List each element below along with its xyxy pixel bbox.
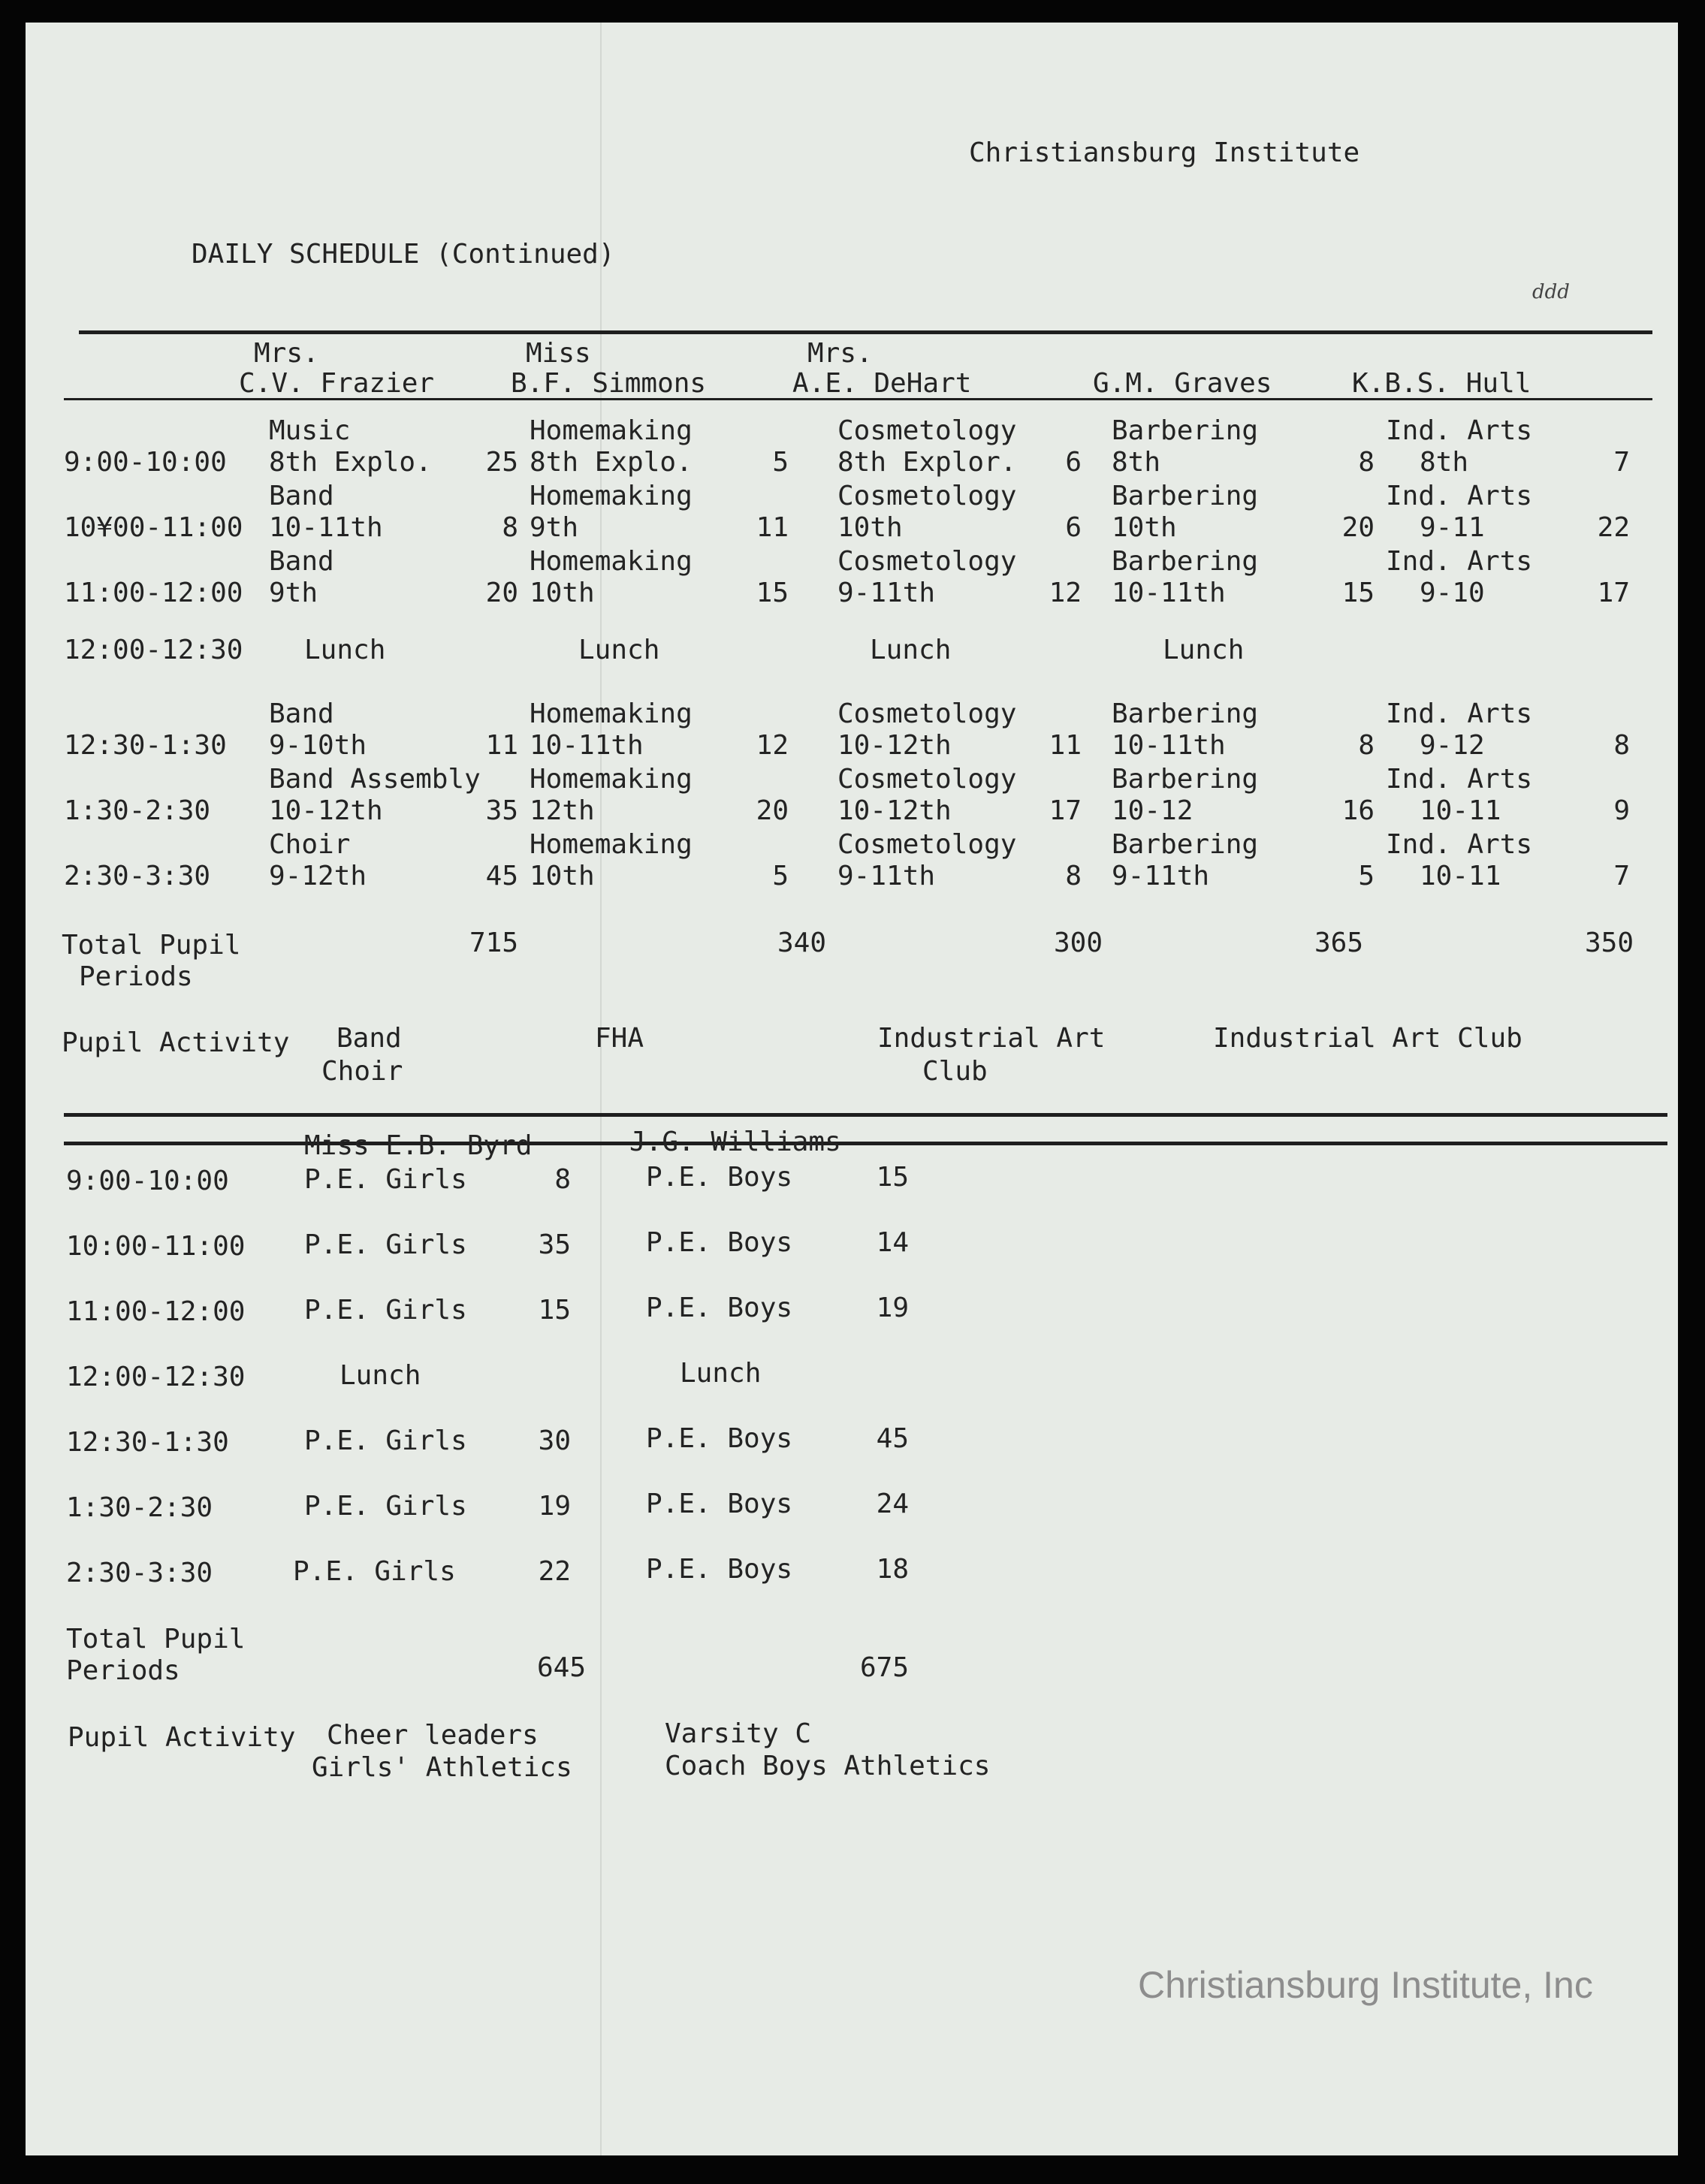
class-grade: 9th: [269, 578, 318, 608]
pupil-count: 19: [538, 1491, 571, 1522]
pupil-count: 45: [876, 1423, 909, 1454]
pupil-count: 35: [538, 1229, 571, 1260]
time-slot: 9:00-10:00: [64, 447, 227, 478]
pupil-count: 45: [485, 861, 518, 891]
class-subject: Cosmetology: [837, 415, 1017, 446]
class-grade: 12th: [530, 795, 595, 826]
paper-fold-crease: [600, 23, 602, 2155]
class-grade: 10-11th: [530, 730, 644, 761]
class-grade: 9-10: [1420, 578, 1485, 608]
class-grade: 9-10th: [269, 730, 367, 761]
lunch-label: Lunch: [578, 635, 660, 665]
class-grade: 10-12: [1112, 795, 1194, 826]
class-grade: 10-12th: [269, 795, 383, 826]
pupil-count: 7: [1613, 447, 1630, 478]
pupil-count: 30: [538, 1425, 571, 1456]
pupil-activity: Girls' Athletics: [312, 1752, 572, 1783]
class-subject: Cosmetology: [837, 698, 1017, 729]
class-subject: Band: [269, 546, 334, 577]
pe-class-girls: P.E. Girls: [304, 1164, 467, 1195]
pe-class-boys: P.E. Boys: [646, 1293, 793, 1323]
pe-class-boys: P.E. Boys: [646, 1227, 793, 1258]
class-grade: 8th: [1420, 447, 1469, 478]
class-subject: Band Assembly: [269, 764, 481, 795]
class-grade: 8th Explo.: [269, 447, 432, 478]
activity-label: Pupil Activity: [68, 1722, 296, 1753]
class-grade: 10-11th: [269, 512, 383, 543]
pupil-count: 15: [538, 1295, 571, 1326]
pupil-count: 12: [1049, 578, 1082, 608]
teacher-name: K.B.S. Hull: [1352, 368, 1531, 399]
pupil-count: 15: [876, 1162, 909, 1193]
pupil-activity: FHA: [595, 1023, 644, 1054]
pupil-count: 12: [756, 730, 789, 761]
pupil-count: 6: [1065, 447, 1082, 478]
class-grade: 10-12th: [837, 795, 952, 826]
teacher-prefix: Miss: [526, 338, 591, 369]
pupil-count: 22: [538, 1556, 571, 1587]
pupil-count: 25: [485, 447, 518, 478]
pupil-activity: Industrial Art: [877, 1023, 1106, 1054]
lunch-label: Lunch: [870, 635, 952, 665]
pe-class-girls: Lunch: [339, 1360, 421, 1391]
pupil-count: 20: [1341, 512, 1375, 543]
teacher-name: Miss E.B. Byrd: [304, 1130, 533, 1161]
pupil-count: 24: [876, 1489, 909, 1519]
pupil-activity: Coach Boys Athletics: [665, 1751, 991, 1781]
pupil-activity: Club: [922, 1056, 988, 1087]
class-subject: Homemaking: [530, 829, 693, 860]
teacher-name: J.G. Williams: [629, 1127, 841, 1157]
pupil-count: 8: [502, 512, 518, 543]
time-slot: 1:30-2:30: [64, 795, 211, 826]
totals-label: Periods: [79, 961, 193, 992]
class-subject: Ind. Arts: [1386, 546, 1533, 577]
pe-class-boys: P.E. Boys: [646, 1162, 793, 1193]
class-subject: Cosmetology: [837, 764, 1017, 795]
institution-name: Christiansburg Institute: [969, 137, 1360, 168]
class-subject: Homemaking: [530, 546, 693, 577]
total-pupil-periods: 350: [1584, 928, 1634, 958]
teacher-prefix: Mrs.: [807, 338, 873, 369]
page-title: DAILY SCHEDULE (Continued): [192, 239, 615, 270]
totals-label: Total Pupil: [62, 930, 241, 961]
handwritten-initials: ddd: [1532, 281, 1570, 303]
class-grade: 9th: [530, 512, 579, 543]
class-grade: 9-11th: [1112, 861, 1210, 891]
pupil-count: 35: [485, 795, 518, 826]
time-slot: 12:30-1:30: [64, 730, 227, 761]
pupil-count: 7: [1613, 861, 1630, 891]
pupil-count: 18: [876, 1554, 909, 1585]
mid-section-rule-1: [64, 1113, 1667, 1117]
class-grade: 10th: [530, 578, 595, 608]
class-subject: Choir: [269, 829, 351, 860]
teacher-name: B.F. Simmons: [511, 368, 707, 399]
lunch-label: Lunch: [1163, 635, 1245, 665]
pupil-activity: Choir: [321, 1056, 403, 1087]
class-subject: Band: [269, 481, 334, 511]
pupil-count: 8: [1065, 861, 1082, 891]
time-slot: 2:30-3:30: [64, 861, 211, 891]
class-grade: 9-12: [1420, 730, 1485, 761]
time-slot: 12:00-12:30: [64, 635, 243, 665]
pe-class-girls: P.E. Girls: [304, 1229, 467, 1260]
total-pupil-periods: 675: [859, 1652, 909, 1683]
class-subject: Ind. Arts: [1386, 764, 1533, 795]
class-grade: 8th: [1112, 447, 1161, 478]
class-subject: Ind. Arts: [1386, 481, 1533, 511]
pupil-count: 9: [1613, 795, 1630, 826]
totals-label: Total Pupil: [66, 1624, 246, 1655]
pupil-count: 16: [1341, 795, 1375, 826]
class-subject: Cosmetology: [837, 481, 1017, 511]
teacher-name: G.M. Graves: [1093, 368, 1272, 399]
class-subject: Barbering: [1112, 481, 1259, 511]
class-grade: 9-11th: [837, 861, 936, 891]
class-grade: 9-11: [1420, 512, 1485, 543]
pupil-count: 20: [756, 795, 789, 826]
pupil-count: 8: [1358, 447, 1375, 478]
pupil-count: 11: [485, 730, 518, 761]
teacher-prefix: Mrs.: [254, 338, 319, 369]
time-slot: 11:00-12:00: [66, 1296, 246, 1327]
class-subject: Homemaking: [530, 481, 693, 511]
class-subject: Homemaking: [530, 415, 693, 446]
class-grade: 10-11th: [1112, 578, 1226, 608]
time-slot: 12:30-1:30: [66, 1427, 229, 1458]
class-subject: Barbering: [1112, 829, 1259, 860]
class-subject: Ind. Arts: [1386, 829, 1533, 860]
class-subject: Homemaking: [530, 764, 693, 795]
pupil-activity: Varsity C: [665, 1718, 812, 1749]
pupil-count: 15: [756, 578, 789, 608]
time-slot: 10:00-11:00: [66, 1231, 246, 1262]
pupil-count: 8: [554, 1164, 571, 1195]
pupil-count: 17: [1049, 795, 1082, 826]
pe-class-girls: P.E. Girls: [293, 1556, 456, 1587]
class-subject: Barbering: [1112, 764, 1259, 795]
total-pupil-periods: 715: [469, 928, 518, 958]
time-slot: 11:00-12:00: [64, 578, 243, 608]
class-grade: 9-11th: [837, 578, 936, 608]
totals-label: Periods: [66, 1655, 180, 1686]
pe-class-boys: P.E. Boys: [646, 1489, 793, 1519]
class-grade: 10-11: [1420, 861, 1501, 891]
class-grade: 10th: [837, 512, 903, 543]
pupil-activity: Band: [336, 1023, 402, 1054]
teacher-name: A.E. DeHart: [792, 368, 972, 399]
pupil-count: 11: [756, 512, 789, 543]
pupil-count: 17: [1597, 578, 1630, 608]
pupil-count: 5: [1358, 861, 1375, 891]
pe-class-girls: P.E. Girls: [304, 1491, 467, 1522]
total-pupil-periods: 645: [536, 1652, 586, 1683]
pupil-count: 22: [1597, 512, 1630, 543]
pupil-count: 20: [485, 578, 518, 608]
class-subject: Barbering: [1112, 415, 1259, 446]
class-subject: Cosmetology: [837, 546, 1017, 577]
top-table-rule-1: [79, 330, 1652, 334]
total-pupil-periods: 340: [777, 928, 826, 958]
pupil-count: 8: [1613, 730, 1630, 761]
class-grade: 10th: [530, 861, 595, 891]
pupil-activity: Cheer leaders: [327, 1720, 539, 1751]
pupil-count: 5: [772, 861, 789, 891]
total-pupil-periods: 365: [1314, 928, 1363, 958]
pupil-count: 14: [876, 1227, 909, 1258]
watermark: Christiansburg Institute, Inc: [1138, 1964, 1593, 2006]
time-slot: 12:00-12:30: [66, 1362, 246, 1392]
pupil-count: 19: [876, 1293, 909, 1323]
class-subject: Band: [269, 698, 334, 729]
pe-class-boys: Lunch: [680, 1358, 762, 1389]
time-slot: 2:30-3:30: [66, 1558, 213, 1588]
class-grade: 8th Explor.: [837, 447, 1017, 478]
pupil-count: 8: [1358, 730, 1375, 761]
pupil-count: 6: [1065, 512, 1082, 543]
pe-class-girls: P.E. Girls: [304, 1425, 467, 1456]
class-grade: 10th: [1112, 512, 1177, 543]
total-pupil-periods: 300: [1053, 928, 1103, 958]
time-slot: 9:00-10:00: [66, 1166, 229, 1196]
class-subject: Ind. Arts: [1386, 415, 1533, 446]
pupil-activity: Industrial Art Club: [1213, 1023, 1522, 1054]
teacher-name: C.V. Frazier: [239, 368, 435, 399]
class-subject: Cosmetology: [837, 829, 1017, 860]
class-grade: 10-11th: [1112, 730, 1226, 761]
time-slot: 10¥00-11:00: [64, 512, 243, 543]
class-grade: 10-12th: [837, 730, 952, 761]
class-subject: Ind. Arts: [1386, 698, 1533, 729]
lunch-label: Lunch: [304, 635, 386, 665]
class-grade: 8th Explo.: [530, 447, 693, 478]
class-subject: Music: [269, 415, 351, 446]
class-grade: 10-11: [1420, 795, 1501, 826]
class-subject: Homemaking: [530, 698, 693, 729]
pupil-count: 5: [772, 447, 789, 478]
time-slot: 1:30-2:30: [66, 1492, 213, 1523]
class-subject: Barbering: [1112, 698, 1259, 729]
pupil-count: 15: [1341, 578, 1375, 608]
pupil-count: 11: [1049, 730, 1082, 761]
pe-class-girls: P.E. Girls: [304, 1295, 467, 1326]
class-subject: Barbering: [1112, 546, 1259, 577]
activity-label: Pupil Activity: [62, 1027, 290, 1058]
pe-class-boys: P.E. Boys: [646, 1423, 793, 1454]
class-grade: 9-12th: [269, 861, 367, 891]
pe-class-boys: P.E. Boys: [646, 1554, 793, 1585]
